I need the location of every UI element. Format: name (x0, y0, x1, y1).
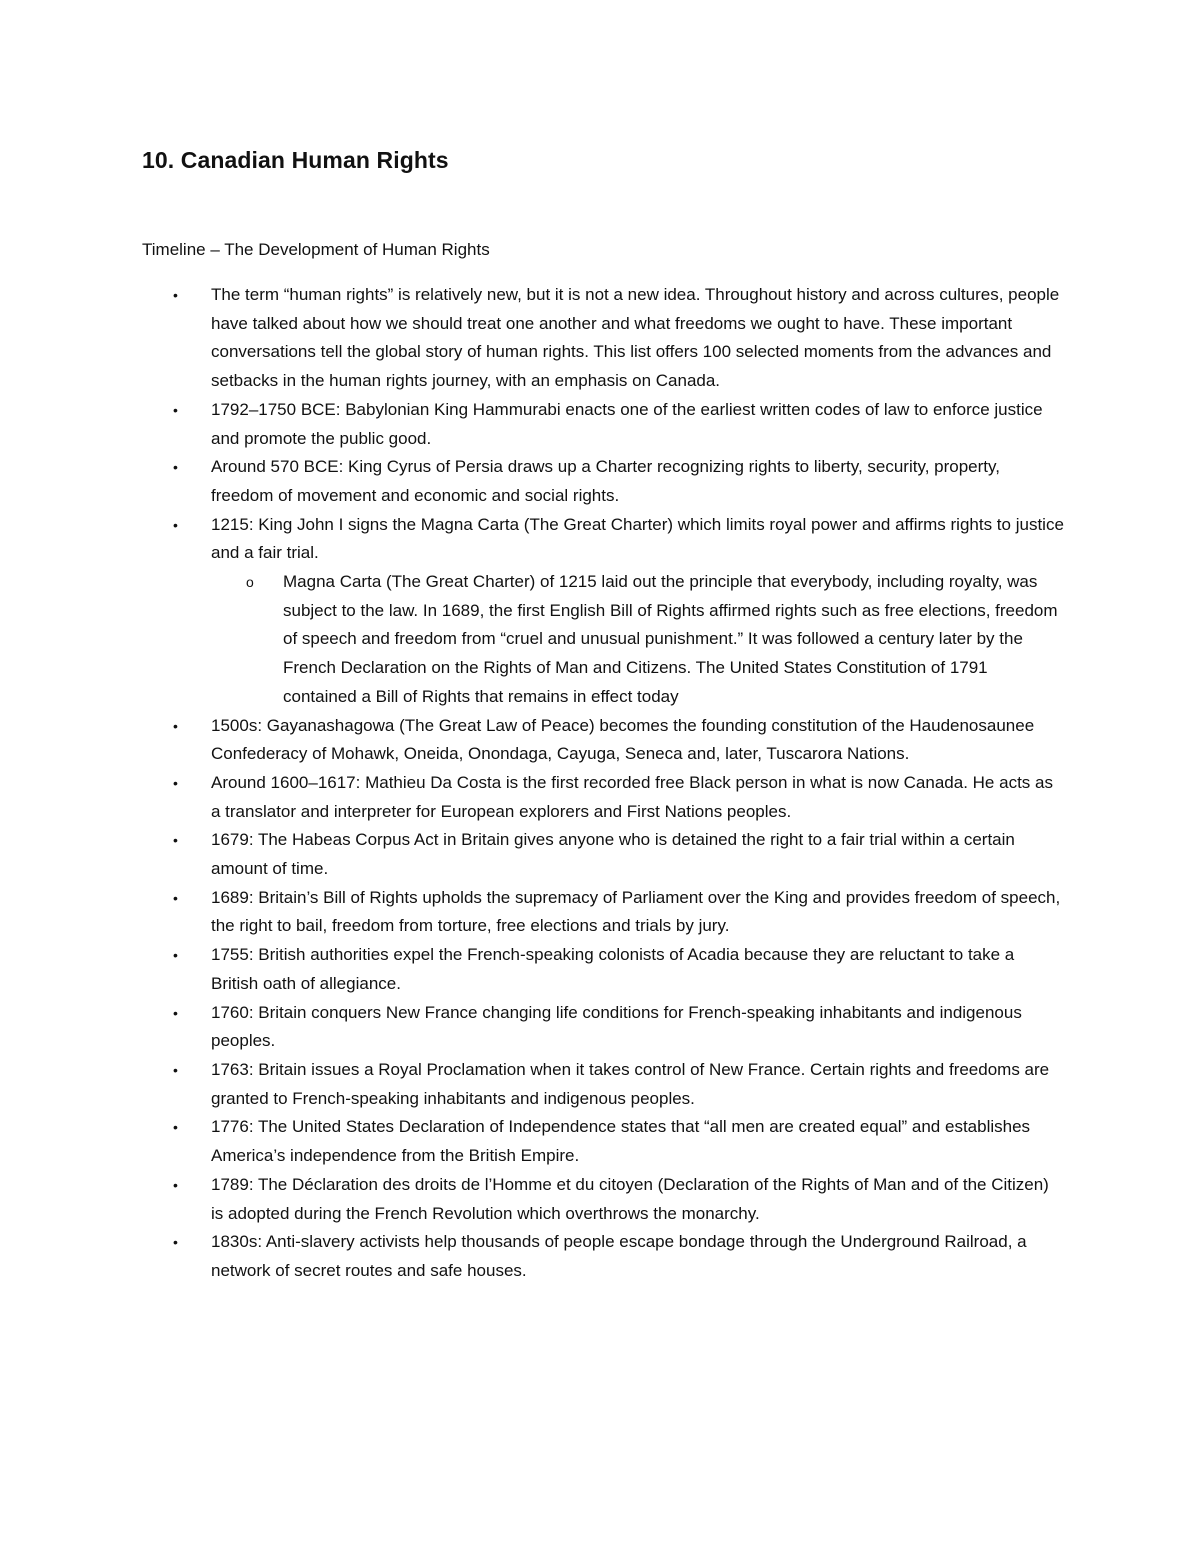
list-item (0, 999, 1200, 1056)
bullet-marker: • (173, 947, 178, 964)
list-item-text: Around 1600–1617: Mathieu Da Costa is the first recorded free Black person in what is now Canada. He acts as a translator and interpreter for European explorers and First Nations peoples. (211, 772, 1053, 821)
list-item-text: 1776: The United States Declaration of Independence states that “all men are created equal” and establishes America’s independence from the British Empire. (211, 1117, 1031, 1166)
bullet-marker: • (173, 401, 178, 418)
list-item (0, 396, 1200, 453)
list-item (0, 826, 1200, 883)
list-item (0, 884, 1200, 941)
list-item (0, 453, 1200, 510)
bullet-marker: • (173, 287, 178, 303)
list-item (0, 281, 1200, 396)
list-item-text: 1500s: Gayanashagowa (The Great Law of Peace) becomes the founding constitution of the Haudenosaunee Confederacy of Mohawk, Oneida, Onondaga, Cayuga, Seneca and, later, Tuscarora Nations. (211, 715, 1035, 764)
list-item (0, 769, 1200, 826)
sub-list-item-text: Magna Carta (The Great Charter) of 1215 laid out the principle that everybody, including royalty, was subject to the law. In 1689, the first English Bill of Rights affirmed rights such as free elections, freedom of speech and freedom from “cruel and unusual punishment.” It was followed a century later by the French Declaration on the Rights of Man and Citizens. The United States Constitution of 1791 contained a Bill of Rights that remains in effect today (283, 572, 1058, 706)
list-item (0, 712, 1200, 769)
bullet-marker: • (173, 1004, 178, 1021)
bullet-marker: • (173, 1061, 178, 1078)
bullet-marker: • (173, 1119, 178, 1136)
timeline-heading: Timeline – The Development of Human Rights (142, 240, 490, 259)
bullet-marker: • (173, 1234, 178, 1251)
list-item-text: 1763: Britain issues a Royal Proclamation when it takes control of New France. Certain rights and freedoms are granted to French-speaking inhabitants and indigenous peoples. (211, 1059, 1050, 1108)
list-item-text: 1679: The Habeas Corpus Act in Britain gives anyone who is detained the right to a fair trial within a certain amount of time. (211, 830, 1015, 879)
list-item-text: Around 570 BCE: King Cyrus of Persia draws up a Charter recognizing rights to liberty, security, property, freedom of movement and economic and social rights. (211, 457, 1000, 505)
bullet-marker: • (173, 889, 178, 906)
list-item-text: 1689: Britain’s Bill of Rights upholds the supremacy of Parliament over the King and provides freedom of speech, the right to bail, freedom from torture, free elections and trials by jury. (211, 887, 1061, 936)
sub-list-item (0, 568, 1064, 712)
bullet-marker: • (173, 774, 178, 791)
bullet-marker: • (173, 516, 178, 533)
list-item-text: 1792–1750 BCE: Babylonian King Hammurabi enacts one of the earliest written codes of law to enforce justice and promote the public good. (211, 399, 1043, 448)
list-item (0, 511, 1200, 712)
bullet-marker: • (173, 459, 178, 476)
list-item-text: 1789: The Déclaration des droits de l’Homme et du citoyen (Declaration of the Rights of Man and of the Citizen) is adopted during the French Revolution which overthrows the monarchy. (211, 1174, 1049, 1223)
list-item (0, 941, 1200, 998)
list-item-text: 1215: King John I signs the Magna Carta (The Great Charter) which limits royal power and affirms rights to justice and a fair trial. (211, 514, 1064, 563)
bullet-marker: • (173, 832, 178, 849)
list-item-text: 1755: British authorities expel the French-speaking colonists of Acadia because they are reluctant to take a British oath of allegiance. (211, 945, 1015, 993)
list-item (0, 1113, 1200, 1170)
timeline-list (0, 281, 1200, 1286)
list-item-text: The term “human rights” is relatively new, but it is not a new idea. Throughout history and across cultures, people have talked about how we should treat one another and what freedoms we ought to have. These important conversations tell the global story of human rights. This list offers 100 selected moments from the advances and setbacks in the human rights journey, with an emphasis on Canada. (211, 285, 1060, 391)
list-item (0, 1228, 1200, 1285)
page-title: 10. Canadian Human Rights (142, 147, 449, 173)
bullet-marker: • (173, 717, 178, 734)
list-item (0, 1056, 1200, 1113)
bullet-marker: • (173, 1176, 178, 1193)
sub-list (211, 568, 1064, 712)
sub-bullet-marker: o (246, 574, 254, 591)
list-item-text: 1760: Britain conquers New France changing life conditions for French-speaking inhabitants and indigenous peoples. (211, 1002, 1022, 1051)
list-item-text: 1830s: Anti-slavery activists help thousands of people escape bondage through the Underground Railroad, a network of secret routes and safe houses. (211, 1232, 1027, 1280)
list-item (0, 1171, 1200, 1228)
